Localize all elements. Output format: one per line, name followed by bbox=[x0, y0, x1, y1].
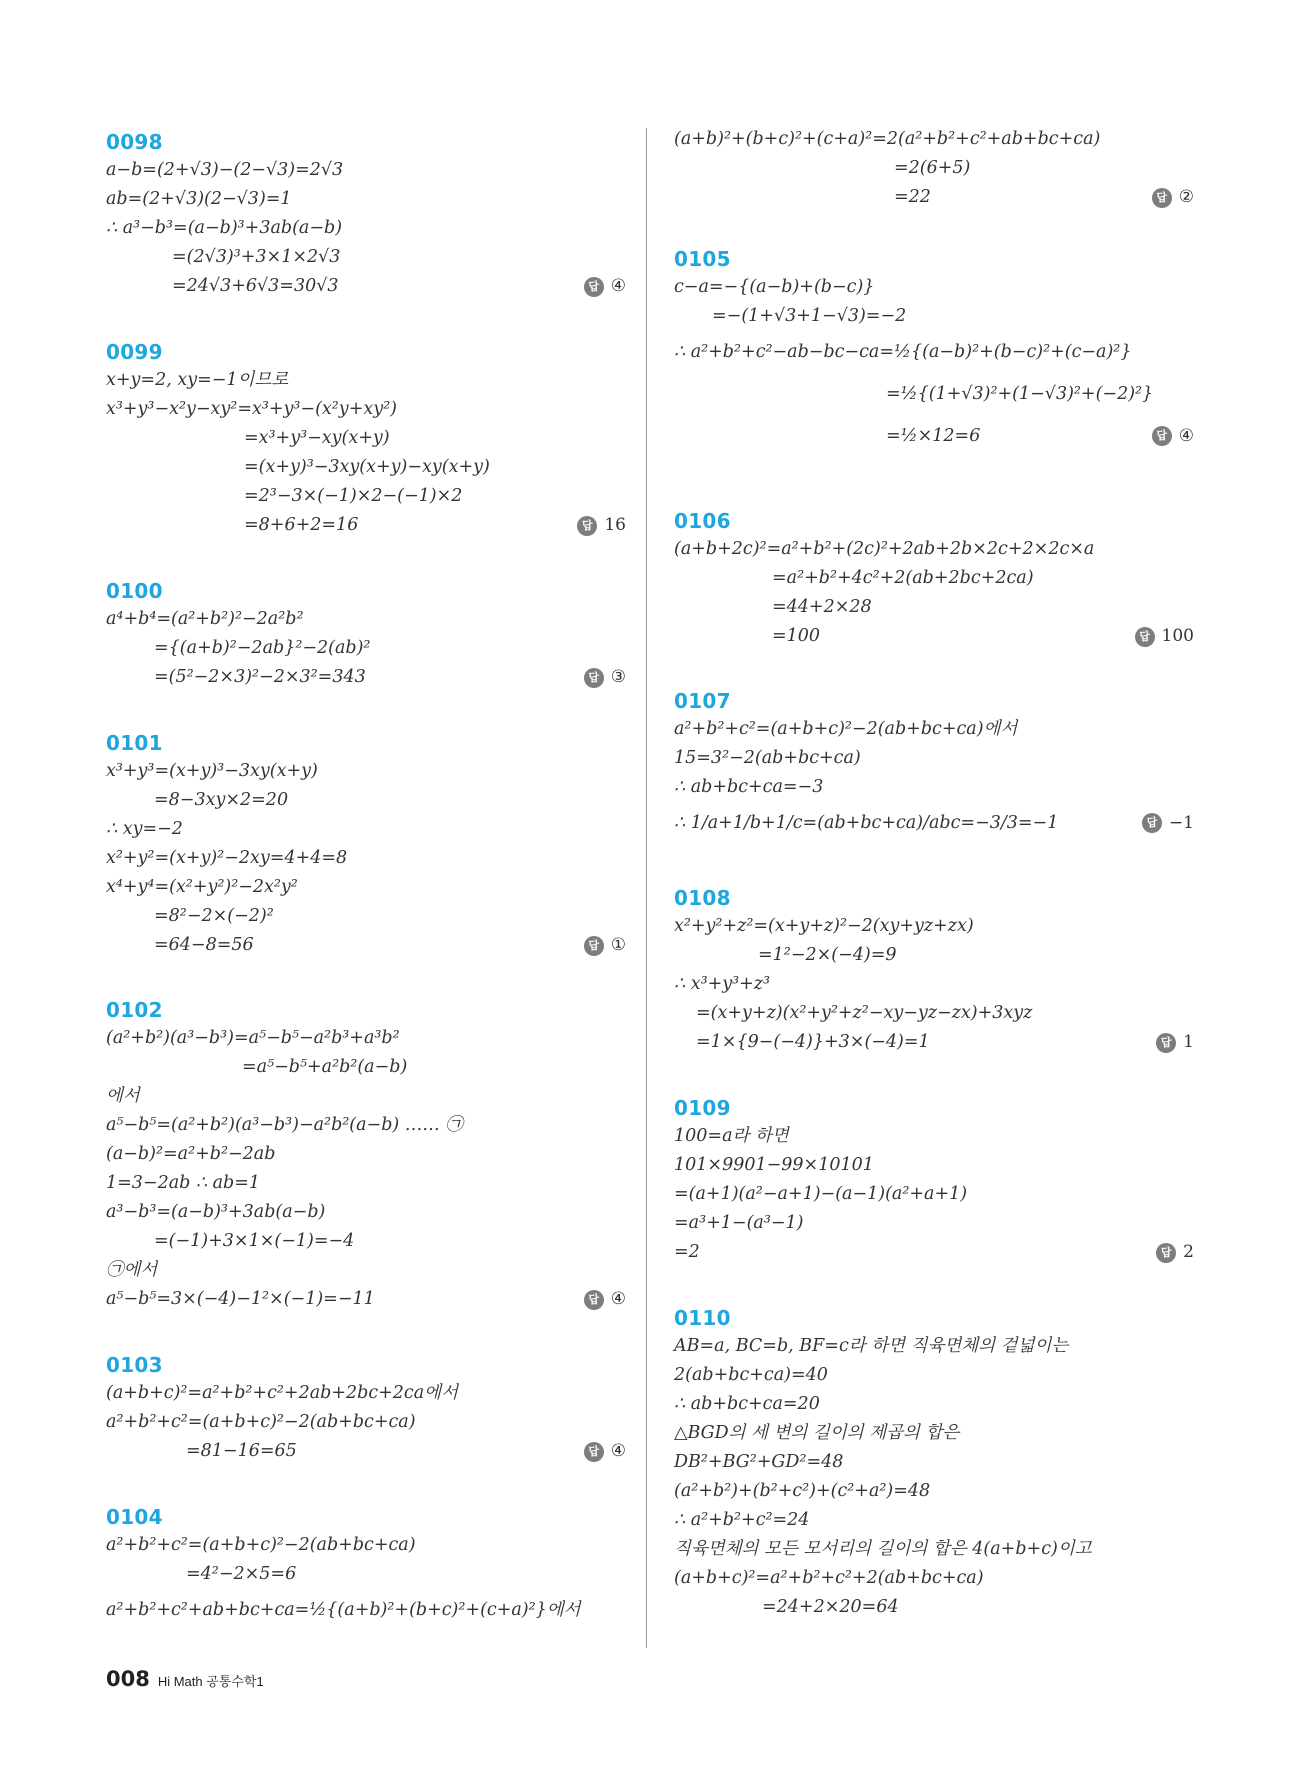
solution-text: =2 bbox=[674, 1242, 700, 1262]
solution-text: =(a+1)(a²−a+1)−(a−1)(a²+a+1) bbox=[674, 1184, 968, 1204]
solution-text: 2(ab+bc+ca)=40 bbox=[674, 1365, 828, 1385]
answer bbox=[1135, 622, 1194, 651]
solution-text: =x³+y³−xy(x+y) bbox=[244, 428, 390, 448]
solution-text: △BGD의 세 변의 길이의 제곱의 합은 bbox=[674, 1423, 960, 1443]
solution-line bbox=[674, 1180, 1194, 1209]
solution-line bbox=[106, 1379, 626, 1408]
solution-line bbox=[106, 511, 626, 540]
solution-line bbox=[106, 424, 626, 453]
solution-text: x²+y²=(x+y)²−2xy=4+4=8 bbox=[106, 848, 348, 868]
solution-text: ={(a+b)²−2ab}²−2(ab)² bbox=[154, 638, 371, 658]
solution-line bbox=[106, 243, 626, 272]
solution-text: DB²+BG²+GD²=48 bbox=[674, 1452, 844, 1472]
answer-badge-icon: 답 bbox=[1152, 188, 1172, 208]
solution-line bbox=[674, 802, 1194, 844]
solution-text: ∴ x³+y³+z³ bbox=[674, 974, 771, 994]
problem-0108 bbox=[674, 884, 1194, 1057]
solution-text: =64−8=56 bbox=[154, 935, 254, 955]
answer bbox=[1156, 1028, 1194, 1057]
solution-line bbox=[106, 1437, 626, 1466]
answer-badge-icon: 답 bbox=[1142, 813, 1162, 833]
solution-text: a−b=(2+√3)−(2−√3)=2√3 bbox=[106, 160, 344, 180]
solution-text: =(5²−2×3)²−2×3²=343 bbox=[154, 667, 366, 687]
answer-value: 1 bbox=[1183, 1032, 1194, 1052]
solution-text: =4²−2×5=6 bbox=[186, 1564, 297, 1584]
solution-text: a⁵−b⁵=(a²+b²)(a³−b³)−a²b²(a−b) …… ㉠ bbox=[106, 1115, 463, 1135]
answer-value: 2 bbox=[1183, 1242, 1194, 1262]
solution-text: =24√3+6√3=30√3 bbox=[172, 276, 339, 296]
solution-text: =a⁵−b⁵+a²b²(a−b) bbox=[242, 1057, 408, 1077]
answer-value: ④ bbox=[610, 1289, 626, 1309]
solution-line bbox=[106, 844, 626, 873]
solution-line bbox=[106, 395, 626, 424]
answer bbox=[584, 931, 626, 960]
solution-text: a³−b³=(a−b)³+3ab(a−b) bbox=[106, 1202, 326, 1222]
solution-line bbox=[674, 941, 1194, 970]
solution-line bbox=[106, 786, 626, 815]
solution-line bbox=[106, 1531, 626, 1560]
solution-line bbox=[106, 1111, 626, 1140]
problem-number: 0109 bbox=[674, 1096, 731, 1120]
answer-badge-icon: 답 bbox=[577, 516, 597, 536]
solution-text: c−a=−{(a−b)+(b−c)} bbox=[674, 277, 875, 297]
solution-line bbox=[106, 873, 626, 902]
solution-line bbox=[674, 125, 1194, 154]
answer-badge-icon: 답 bbox=[584, 1442, 604, 1462]
problem-0110 bbox=[674, 1304, 1194, 1622]
answer-value: ③ bbox=[610, 667, 626, 687]
solution-text: 15=3²−2(ab+bc+ca) bbox=[674, 748, 861, 768]
solution-line bbox=[106, 1285, 626, 1314]
solution-text: =(2√3)³+3×1×2√3 bbox=[172, 247, 341, 267]
solution-line bbox=[106, 1408, 626, 1437]
solution-text: a²+b²+c²=(a+b+c)²−2(ab+bc+ca) bbox=[106, 1412, 416, 1432]
solution-line bbox=[106, 453, 626, 482]
answer-badge-icon: 답 bbox=[584, 668, 604, 688]
solution-text: =22 bbox=[894, 187, 931, 207]
answer bbox=[1156, 1238, 1194, 1267]
solution-text: ∴ 1/a+1/b+1/c=(ab+bc+ca)/abc=−3/3=−1 bbox=[674, 813, 1059, 833]
page-number: 008 bbox=[106, 1667, 150, 1691]
page-footer bbox=[106, 1667, 264, 1691]
problem-number: 0100 bbox=[106, 579, 163, 603]
problem-number: 0110 bbox=[674, 1306, 731, 1330]
solution-line bbox=[674, 1419, 1194, 1448]
solution-line bbox=[674, 1209, 1194, 1238]
solution-line bbox=[106, 156, 626, 185]
solution-text: x³+y³−x²y−xy²=x³+y³−(x²y+xy²) bbox=[106, 399, 397, 419]
solution-line bbox=[674, 1593, 1194, 1622]
solution-line bbox=[674, 535, 1194, 564]
answer bbox=[1152, 183, 1194, 212]
solution-text: 100=a라 하면 bbox=[674, 1126, 789, 1146]
solution-text: 에서 bbox=[106, 1086, 140, 1106]
solution-line bbox=[674, 331, 1194, 373]
solution-text: (a²+b²)(a³−b³)=a⁵−b⁵−a²b³+a³b² bbox=[106, 1028, 400, 1048]
solution-line bbox=[674, 622, 1194, 651]
solution-text: x²+y²+z²=(x+y+z)²−2(xy+yz+zx) bbox=[674, 916, 974, 936]
problem-continued bbox=[674, 125, 1194, 212]
solution-line bbox=[106, 1589, 626, 1631]
answer-badge-icon: 답 bbox=[1156, 1243, 1176, 1263]
solution-line bbox=[106, 366, 626, 395]
book-title: Hi Math 공통수학1 bbox=[157, 1674, 264, 1689]
solution-text: ∴ xy=−2 bbox=[106, 819, 183, 839]
solution-text: =8−3xy×2=20 bbox=[154, 790, 289, 810]
solution-text: =a²+b²+4c²+2(ab+2bc+2ca) bbox=[772, 568, 1034, 588]
problem-0099 bbox=[106, 338, 626, 540]
solution-text: ∴ a³−b³=(a−b)³+3ab(a−b) bbox=[106, 218, 343, 238]
solution-line bbox=[106, 214, 626, 243]
problem-0109 bbox=[674, 1094, 1194, 1267]
solution-line bbox=[106, 663, 626, 692]
problem-number: 0099 bbox=[106, 340, 163, 364]
solution-text: a²+b²+c²=(a+b+c)²−2(ab+bc+ca)에서 bbox=[674, 719, 1018, 739]
solution-line bbox=[674, 1506, 1194, 1535]
answer bbox=[584, 1285, 626, 1314]
solution-line bbox=[106, 1560, 626, 1589]
problem-number: 0101 bbox=[106, 731, 163, 755]
solution-line bbox=[674, 1535, 1194, 1564]
solution-line bbox=[674, 1390, 1194, 1419]
solution-text: a²+b²+c²+ab+bc+ca=½{(a+b)²+(b+c)²+(c+a)²}에서 bbox=[106, 1600, 581, 1620]
solution-line bbox=[674, 744, 1194, 773]
solution-line bbox=[674, 1238, 1194, 1267]
solution-line bbox=[106, 185, 626, 214]
problem-0103 bbox=[106, 1351, 626, 1466]
solution-line bbox=[674, 154, 1194, 183]
solution-text: =8²−2×(−2)² bbox=[154, 906, 274, 926]
solution-line bbox=[106, 1227, 626, 1256]
solution-text: ∴ a²+b²+c²=24 bbox=[674, 1510, 810, 1530]
solution-line bbox=[106, 931, 626, 960]
solution-line bbox=[674, 564, 1194, 593]
solution-text: x³+y³=(x+y)³−3xy(x+y) bbox=[106, 761, 318, 781]
problem-number: 0098 bbox=[106, 130, 163, 154]
answer bbox=[577, 511, 626, 540]
answer-value: ④ bbox=[1178, 426, 1194, 446]
answer-value: ④ bbox=[610, 276, 626, 296]
solution-line bbox=[674, 1477, 1194, 1506]
solution-line bbox=[674, 1122, 1194, 1151]
answer bbox=[584, 1437, 626, 1466]
solution-line bbox=[674, 183, 1194, 212]
solution-line bbox=[674, 970, 1194, 999]
solution-text: a⁵−b⁵=3×(−4)−1²×(−1)=−11 bbox=[106, 1289, 375, 1309]
solution-line bbox=[674, 415, 1194, 457]
solution-text: ㉠에서 bbox=[106, 1260, 158, 1280]
answer-badge-icon: 답 bbox=[584, 277, 604, 297]
solution-text: x+y=2, xy=−1이므로 bbox=[106, 370, 289, 390]
solution-line bbox=[106, 815, 626, 844]
problem-number: 0104 bbox=[106, 1505, 163, 1529]
solution-text: ab=(2+√3)(2−√3)=1 bbox=[106, 189, 292, 209]
solution-line bbox=[674, 373, 1194, 415]
answer-badge-icon: 답 bbox=[584, 1290, 604, 1310]
solution-text: =a³+1−(a³−1) bbox=[674, 1213, 804, 1233]
solution-text: (a+b)²+(b+c)²+(c+a)²=2(a²+b²+c²+ab+bc+ca) bbox=[674, 129, 1101, 149]
problem-number: 0102 bbox=[106, 998, 163, 1022]
problem-0105 bbox=[674, 245, 1194, 457]
problem-number: 0105 bbox=[674, 247, 731, 271]
problem-0107 bbox=[674, 687, 1194, 844]
solution-text: =24+2×20=64 bbox=[762, 1597, 899, 1617]
solution-text: =(x+y)³−3xy(x+y)−xy(x+y) bbox=[244, 457, 490, 477]
answer-value: −1 bbox=[1168, 813, 1194, 833]
solution-text: =1²−2×(−4)=9 bbox=[758, 945, 897, 965]
solution-line bbox=[106, 902, 626, 931]
solution-text: (a+b+c)²=a²+b²+c²+2ab+2bc+2ca에서 bbox=[106, 1383, 458, 1403]
solution-text: x⁴+y⁴=(x²+y²)²−2x²y² bbox=[106, 877, 298, 897]
answer-value: ④ bbox=[610, 1441, 626, 1461]
solution-line bbox=[106, 605, 626, 634]
solution-text: =½×12=6 bbox=[886, 426, 981, 446]
solution-text: =½{(1+√3)²+(1−√3)²+(−2)²} bbox=[886, 384, 1154, 404]
solution-line bbox=[674, 1564, 1194, 1593]
solution-text: =8+6+2=16 bbox=[244, 515, 359, 535]
answer-value: ② bbox=[1178, 187, 1194, 207]
solution-text: ∴ a²+b²+c²−ab−bc−ca=½{(a−b)²+(b−c)²+(c−a)²} bbox=[674, 342, 1132, 362]
solution-line bbox=[106, 1256, 626, 1285]
answer-badge-icon: 답 bbox=[584, 936, 604, 956]
solution-line bbox=[106, 1053, 626, 1082]
solution-line bbox=[674, 1028, 1194, 1057]
solution-line bbox=[106, 482, 626, 511]
solution-line bbox=[674, 1332, 1194, 1361]
answer-value: ① bbox=[610, 935, 626, 955]
solution-text: 101×9901−99×10101 bbox=[674, 1155, 874, 1175]
answer-badge-icon: 답 bbox=[1135, 627, 1155, 647]
solution-line bbox=[106, 1082, 626, 1111]
solution-line bbox=[106, 1140, 626, 1169]
column-divider bbox=[646, 128, 647, 1648]
problem-0098 bbox=[106, 128, 626, 301]
solution-text: =44+2×28 bbox=[772, 597, 872, 617]
solution-text: 1=3−2ab ∴ ab=1 bbox=[106, 1173, 261, 1193]
problem-0106 bbox=[674, 507, 1194, 651]
solution-text: a⁴+b⁴=(a²+b²)²−2a²b² bbox=[106, 609, 304, 629]
solution-line bbox=[106, 272, 626, 301]
solution-line bbox=[674, 593, 1194, 622]
solution-text: =(−1)+3×1×(−1)=−4 bbox=[154, 1231, 355, 1251]
solution-line bbox=[674, 302, 1194, 331]
problem-number: 0103 bbox=[106, 1353, 163, 1377]
solution-text: =−(1+√3+1−√3)=−2 bbox=[712, 306, 907, 326]
solution-text: ∴ ab+bc+ca=20 bbox=[674, 1394, 820, 1414]
solution-text: =1×{9−(−4)}+3×(−4)=1 bbox=[696, 1032, 930, 1052]
answer-value: 16 bbox=[604, 515, 626, 535]
solution-text: =2(6+5) bbox=[894, 158, 971, 178]
problem-number: 0108 bbox=[674, 886, 731, 910]
solution-text: (a−b)²=a²+b²−2ab bbox=[106, 1144, 276, 1164]
problem-0104 bbox=[106, 1503, 626, 1631]
answer-value: 100 bbox=[1161, 626, 1194, 646]
solution-line bbox=[674, 1151, 1194, 1180]
solution-line bbox=[674, 1448, 1194, 1477]
solution-text: AB=a, BC=b, BF=c라 하면 직육면체의 겉넓이는 bbox=[674, 1336, 1069, 1356]
problem-number: 0106 bbox=[674, 509, 731, 533]
solution-line bbox=[674, 715, 1194, 744]
answer bbox=[1142, 802, 1194, 844]
solution-line bbox=[674, 912, 1194, 941]
solution-text: =(x+y+z)(x²+y²+z²−xy−yz−zx)+3xyz bbox=[696, 1003, 1033, 1023]
problem-number: 0107 bbox=[674, 689, 731, 713]
answer-badge-icon: 답 bbox=[1152, 426, 1172, 446]
solution-text: =2³−3×(−1)×2−(−1)×2 bbox=[244, 486, 463, 506]
solution-line bbox=[106, 757, 626, 786]
solution-text: (a+b+c)²=a²+b²+c²+2(ab+bc+ca) bbox=[674, 1568, 984, 1588]
solution-line bbox=[106, 1024, 626, 1053]
solution-line bbox=[106, 1169, 626, 1198]
solution-text: (a+b+2c)²=a²+b²+(2c)²+2ab+2b×2c+2×2c×a bbox=[674, 539, 1095, 559]
solution-text: (a²+b²)+(b²+c²)+(c²+a²)=48 bbox=[674, 1481, 931, 1501]
solution-text: 직육면체의 모든 모서리의 길이의 합은 4(a+b+c)이고 bbox=[674, 1539, 1092, 1559]
solution-line bbox=[674, 273, 1194, 302]
answer bbox=[584, 272, 626, 301]
problem-0100 bbox=[106, 577, 626, 692]
solution-line bbox=[674, 773, 1194, 802]
solution-text: ∴ ab+bc+ca=−3 bbox=[674, 777, 824, 797]
solution-text: =81−16=65 bbox=[186, 1441, 297, 1461]
solution-line bbox=[674, 1361, 1194, 1390]
answer-badge-icon: 답 bbox=[1156, 1033, 1176, 1053]
solution-line bbox=[106, 1198, 626, 1227]
problem-0102 bbox=[106, 996, 626, 1314]
solution-line bbox=[106, 634, 626, 663]
solution-text: a²+b²+c²=(a+b+c)²−2(ab+bc+ca) bbox=[106, 1535, 416, 1555]
answer bbox=[1152, 415, 1194, 457]
solution-line bbox=[674, 999, 1194, 1028]
problem-0101 bbox=[106, 729, 626, 960]
solution-text: =100 bbox=[772, 626, 821, 646]
answer bbox=[584, 663, 626, 692]
